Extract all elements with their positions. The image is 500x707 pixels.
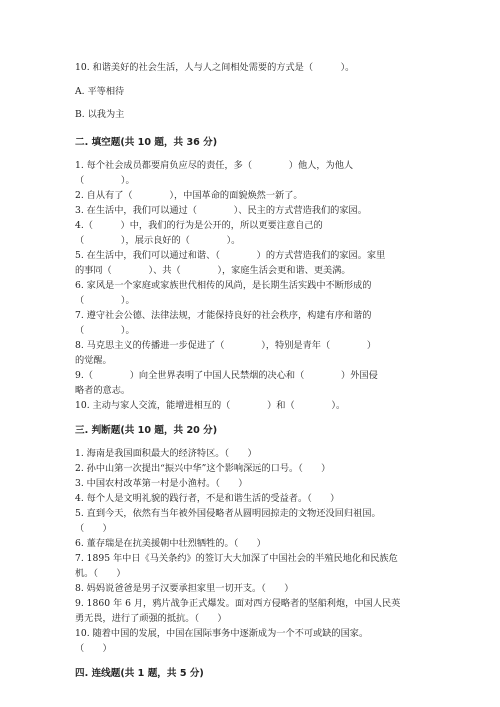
fill-line: 6. 家风是一个家庭或家族世代相传的风尚，是长期生活实践中不断形成的 [75,280,372,291]
fill-line: 略者的意志。 [75,385,131,396]
section-heading-fill-in: 二. 填空题(共 10 题，共 36 分) [75,137,218,148]
q10-option-a: A. 平等相待 [75,86,125,97]
fill-line: 1. 每个社会成员都要肩负应尽的责任，多（ ）他人，为他人 [75,160,354,171]
judge-line: 4. 每个人是文明礼貌的践行者，不是和谐生活的受益者。（ ） [75,493,340,504]
fill-line: 2. 自从有了（ ），中国革命的面貌焕然一新了。 [75,190,303,201]
fill-line: （ ）。 [75,295,135,306]
fill-line: 8. 马克思主义的传播进一步促进了（ ），特别是青年（ ） [75,340,377,351]
fill-line: 4.（ ）中，我们的行为是公开的，所以更要注意自己的 [75,220,323,231]
fill-line: 5. 在生活中，我们可以通过和谐、（ ）的方式营造我们的家园。家里 [75,250,386,261]
judge-line: （ ） [75,523,112,534]
judge-line: 6. 董存瑞是在抗美援朝中壮烈牺牲的。（ ） [75,538,266,549]
judge-line: 7. 1895 年中日《马关条约》的签订大大加深了中国社会的半殖民地化和民族危 [75,553,398,564]
judge-line: 10. 随着中国的发展，中国在国际事务中逐渐成为一个不可或缺的国家。 [75,628,369,639]
judge-line: 2. 孙中山第一次提出“振兴中华”这个影响深远的口号。（ ） [75,463,331,474]
judge-line: 1. 海南是我国面积最大的经济特区。（ ） [75,448,257,459]
fill-line: （ ），展示良好的（ ）。 [75,235,241,246]
judge-line: 5. 直到今天，依然有当年被外国侵略者从圆明园掠走的文物还没回归祖国。 [75,508,381,519]
judge-line: （ ） [75,643,112,654]
fill-line: （ ）。 [75,175,135,186]
judge-line: 勇无畏，进行了顽强的抵抗。（ ） [75,613,227,624]
fill-line: 的事同（ ）、共（ ），家庭生活会更和谐、更美满。 [75,265,351,276]
judge-line: 机。（ ） [75,568,126,579]
section-heading-true-false: 三. 判断题(共 10 题，共 20 分) [75,425,218,436]
judge-line: 8. 妈妈说爸爸是男子汉要承担家里一切开支。（ ） [75,583,294,594]
section-heading-matching: 四. 连线题(共 1 题，共 5 分) [75,668,204,679]
q10-stem: 10. 和谐美好的社会生活，人与人之间相处需要的方式是（ ）。 [75,62,355,73]
fill-line: 10. 主动与家人交流，能增进相互的（ ）和（ ）。 [75,400,346,411]
fill-line: 7. 遵守社会公德、法律法规，才能保持良好的社会秩序，构建有序和谐的 [75,310,372,321]
fill-line: 的觉醒。 [75,355,112,366]
fill-line: （ ）。 [75,325,135,336]
fill-line: 9.（ ）向全世界表明了中国人民禁烟的决心和（ ）外国侵 [75,370,378,381]
q10-option-b: B. 以我为主 [75,109,125,120]
fill-line: 3. 在生活中，我们可以通过（ ）、民主的方式营造我们的家园。 [75,205,367,216]
judge-line: 3. 中国农村改革第一村是小渔村。（ ） [75,478,248,489]
judge-line: 9. 1860 年 6 月，鸦片战争正式爆发。面对西方侵略者的坚船利炮，中国人民英 [75,598,401,609]
